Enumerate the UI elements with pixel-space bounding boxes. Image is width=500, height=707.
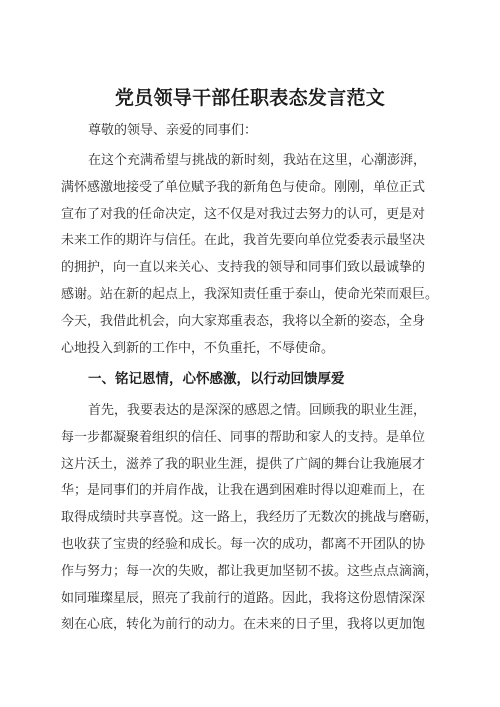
document-title: 党员领导干部任职表态发言范文	[114, 87, 386, 109]
paragraph-line: 感谢。站在新的起点上，我深知责任重于泰山，使命光荣而艰巨。	[61, 286, 439, 302]
paragraph-line: 满怀感激地接受了单位赋予我的新角色与使命。刚刚，单位正式	[61, 179, 426, 195]
paragraph-line: 华；是同事们的并肩作战，让我在遇到困难时得以迎难而上，在	[61, 483, 426, 499]
paragraph-line: 刻在心底，转化为前行的动力。在未来的日子里，我将以更加饱	[61, 617, 426, 633]
paragraph-line: 作与努力；每一次的失败，都让我更加坚韧不拔。这些点点滴滴，	[61, 563, 439, 579]
section-heading-1: 一、铭记恩情，心怀感激，以行动回馈厚爱	[88, 371, 345, 387]
paragraph-line: 每一步都凝聚着组织的信任、同事的帮助和家人的支持。是单位	[61, 429, 426, 445]
paragraph-line: 取得成绩时共享喜悦。这一路上，我经历了无数次的挑战与磨砺，	[61, 510, 439, 526]
paragraph-line: 如同璀璨星辰，照亮了我前行的道路。因此，我将这份恩情深深	[61, 590, 426, 606]
paragraph-line: 宣布了对我的任命决定，这不仅是对我过去努力的认可，更是对	[61, 206, 426, 222]
salutation: 尊敬的领导、亲爱的同事们：	[88, 123, 258, 138]
paragraph-line: 也收获了宝贵的经验和成长。每一次的成功，都离不开团队的协	[61, 536, 426, 552]
paragraph-2	[61, 398, 445, 639]
paragraph-line: 这片沃土，滋养了我的职业生涯，提供了广阔的舞台让我施展才	[61, 456, 426, 472]
paragraph-line: 心地投入到新的工作中，不负重托，不辱使命。	[61, 340, 335, 356]
paragraph-line: 今天，我借此机会，向大家郑重表态，我将以全新的姿态，全身	[61, 313, 426, 329]
paragraph-line: 首先，我要表达的是深深的感恩之情。回顾我的职业生涯，	[88, 403, 427, 418]
paragraph-line: 在这个充满希望与挑战的新时刻，我站在这里，心潮澎湃，	[88, 153, 427, 168]
paragraph-line: 的拥护，向一直以来关心、支持我的领导和同事们致以最诚挚的	[61, 260, 426, 276]
paragraph-1	[61, 148, 445, 362]
paragraph-line: 未来工作的期许与信任。在此，我首先要向单位党委表示最坚决	[61, 233, 426, 249]
